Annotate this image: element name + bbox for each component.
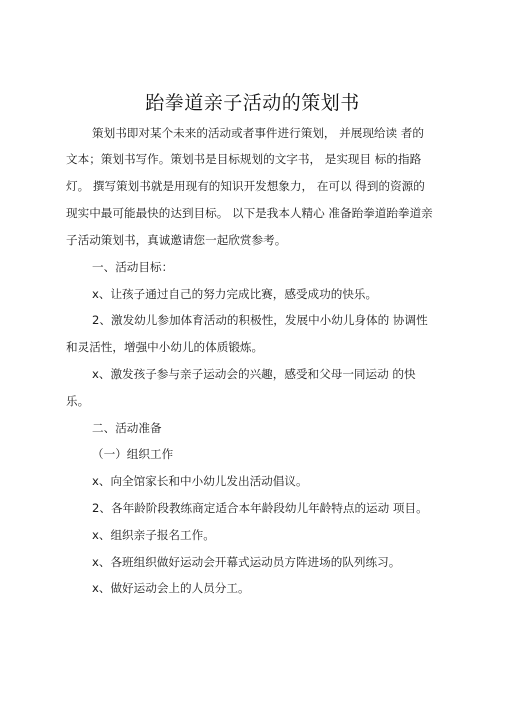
list-item-continuation: 和灵活性，增强中小幼儿的体质锻炼。 (66, 340, 264, 354)
list-item-continuation: 乐。 (66, 394, 90, 408)
document-title: 跆拳道亲子活动的策划书 (145, 92, 360, 114)
list-item: 2、激发幼儿参加体育活动的积极性，发展中小幼儿身体的 协调性 (92, 313, 428, 327)
list-item: x、激发孩子参与亲子运动会的兴趣，感受和父母一同运动 的快 (92, 367, 416, 381)
list-item: x、向全馆家长和中小幼儿发出活动倡议。 (92, 474, 308, 488)
paragraph-line: 灯。 撰写策划书就是用现有的知识开发想象力， 在可以 得到的资源的 (66, 179, 425, 193)
section-heading-goals: 一、活动目标： (92, 260, 174, 274)
paragraph-line: 策划书即对某个未来的活动或者事件进行策划， 并展现给读 者的 (92, 126, 424, 140)
list-item: x、各班组织做好运动会开幕式运动员方阵进场的队列练习。 (92, 555, 401, 569)
list-item: x、做好运动会上的人员分工。 (92, 581, 250, 595)
subsection-heading-organization: （一）组织工作 (92, 447, 174, 461)
list-item: x、组织亲子报名工作。 (92, 528, 215, 542)
paragraph-line: 子活动策划书，真诚邀请您一起欣赏参考。 (66, 233, 287, 247)
list-item: 2、各年龄阶段教练商定适合本年龄段幼儿年龄特点的运动 项目。 (92, 501, 428, 515)
list-item: x、让孩子通过自己的努力完成比赛，感受成功的快乐。 (92, 287, 378, 301)
paragraph-line: 文本；策划书写作。策划书是目标规划的文字书， 是实现目 标的指路 (66, 152, 422, 166)
paragraph-line: 现实中最可能最快的达到目标。 以下是我本人精心 准备跆拳道跆拳道亲 (66, 206, 433, 220)
section-heading-preparation: 二、活动准备 (92, 421, 162, 435)
